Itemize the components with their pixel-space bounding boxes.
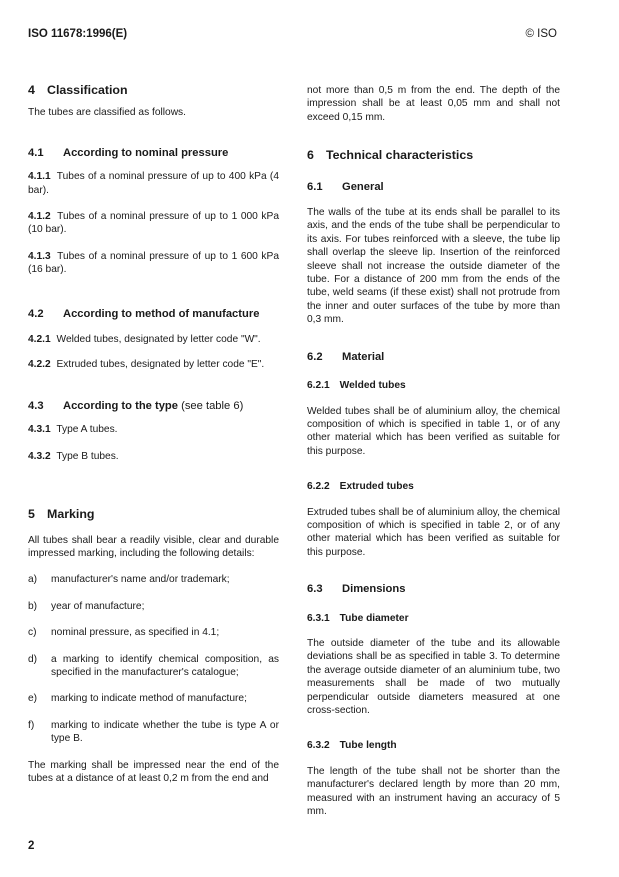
section-4-3-heading: 4.3 According to the type (see table 6) — [28, 399, 244, 412]
section-6-2-2-heading: 6.2.2 Extruded tubes — [307, 481, 414, 493]
standard-identifier: ISO 11678:1996(E) — [28, 28, 128, 40]
marking-item-e: e) marking to indicate method of manufacture; — [28, 693, 247, 705]
section-4-intro: The tubes are classified as follows. — [28, 107, 186, 119]
clause-4-1-2: 4.1.2 Tubes of a nominal pressure of up to 1 000 kPa (10 bar). — [28, 211, 279, 236]
section-6-3-2-heading: 6.3.2 Tube length — [307, 740, 397, 752]
clause-4-2-2: 4.2.2 Extruded tubes, designated by letter code "E". — [28, 359, 265, 371]
section-4-1-heading: 4.1 According to nominal pressure — [28, 146, 229, 159]
section-6-1-heading: 6.1 General — [307, 180, 384, 193]
section-5-heading: 5 Marking — [28, 507, 95, 522]
section-5-intro: All tubes shall bear a readily visible, clear and durable impressed marking, including the following details: — [28, 534, 279, 559]
section-6-2-1-heading: 6.2.1 Welded tubes — [307, 380, 406, 392]
marking-item-b: b) year of manufacture; — [28, 600, 145, 612]
section-6-3-1-text: The outside diameter of the tube and its allowable deviations shall be as specified in table 3. To determine the average outside diameter of an aluminium tube, two measurements shall be made of two mutually perpendicular outside diameters measured at one cross-section. — [307, 637, 560, 716]
section-6-3-1-heading: 6.3.1 Tube diameter — [307, 612, 409, 624]
section-6-2-2-text: Extruded tubes shall be of aluminium alloy, the chemical composition of which is specified in table 2, or of any other material which has been verified as suitable for this purpose. — [307, 506, 560, 558]
section-6-2-heading: 6.2 Material — [307, 350, 385, 363]
page-number: 2 — [28, 840, 35, 852]
clause-4-1-1: 4.1.1 Tubes of a nominal pressure of up to 400 kPa (4 bar). — [28, 171, 279, 196]
section-4-2-heading: 4.2 According to method of manufacture — [28, 307, 260, 320]
section-5-closing: The marking shall be impressed near the end of the tubes at a distance of at least 0,2 m from the end and — [28, 759, 279, 784]
clause-4-3-2: 4.3.2 Type B tubes. — [28, 450, 119, 462]
section-6-heading: 6 Technical characteristics — [307, 148, 474, 163]
page-header — [28, 28, 557, 42]
marking-item-a: a) manufacturer's name and/or trademark; — [28, 574, 230, 586]
marking-item-c: c) nominal pressure, as specified in 4.1; — [28, 627, 220, 639]
marking-item-d: d) a marking to identify chemical composition, as specified in the manufacturer's catalogue; — [28, 653, 279, 678]
marking-item-f: f) marking to indicate whether the tube is type A or type B. — [28, 719, 279, 745]
section-5-continuation: not more than 0,5 m from the end. The depth of the impression shall be at least 0,05 mm and shall not exceed 0,15 mm. — [307, 85, 560, 123]
clause-4-3-1: 4.3.1 Type A tubes. — [28, 424, 118, 436]
section-6-3-2-text: The length of the tube shall not be shorter than the manufacturer's declared length by more than 20 mm, measured with an instrument having an accuracy of 5 mm. — [307, 765, 560, 818]
copyright-mark: © ISO — [525, 28, 557, 40]
section-6-3-heading: 6.3 Dimensions — [307, 583, 406, 596]
section-6-1-text: The walls of the tube at its ends shall be parallel to its axis, and the ends of the tube shall be perpendicular to its axis. For tubes reinforced with a sleeve, the tube lip shall overlap the sleeve lip. Insertion of the reinforced sleeve shall not increase the outside diameter of the tube. For a distance of 200 mm from the ends of the tube, weld seams (if these exist) shall not protrude from the inner and outer surfaces of the tube by more than 0,3 mm. — [307, 207, 560, 326]
section-4-heading: 4 Classification — [28, 83, 128, 97]
clause-4-2-1: 4.2.1 Welded tubes, designated by letter code "W". — [28, 334, 261, 346]
clause-4-1-3: 4.1.3 Tubes of a nominal pressure of up to 1 600 kPa (16 bar). — [28, 250, 279, 276]
section-6-2-1-text: Welded tubes shall be of aluminium alloy, the chemical composition of which is specified in table 1, or of any other material which has been verified as suitable for this purpose. — [307, 405, 560, 457]
right-column — [307, 84, 560, 818]
left-column — [28, 84, 279, 785]
